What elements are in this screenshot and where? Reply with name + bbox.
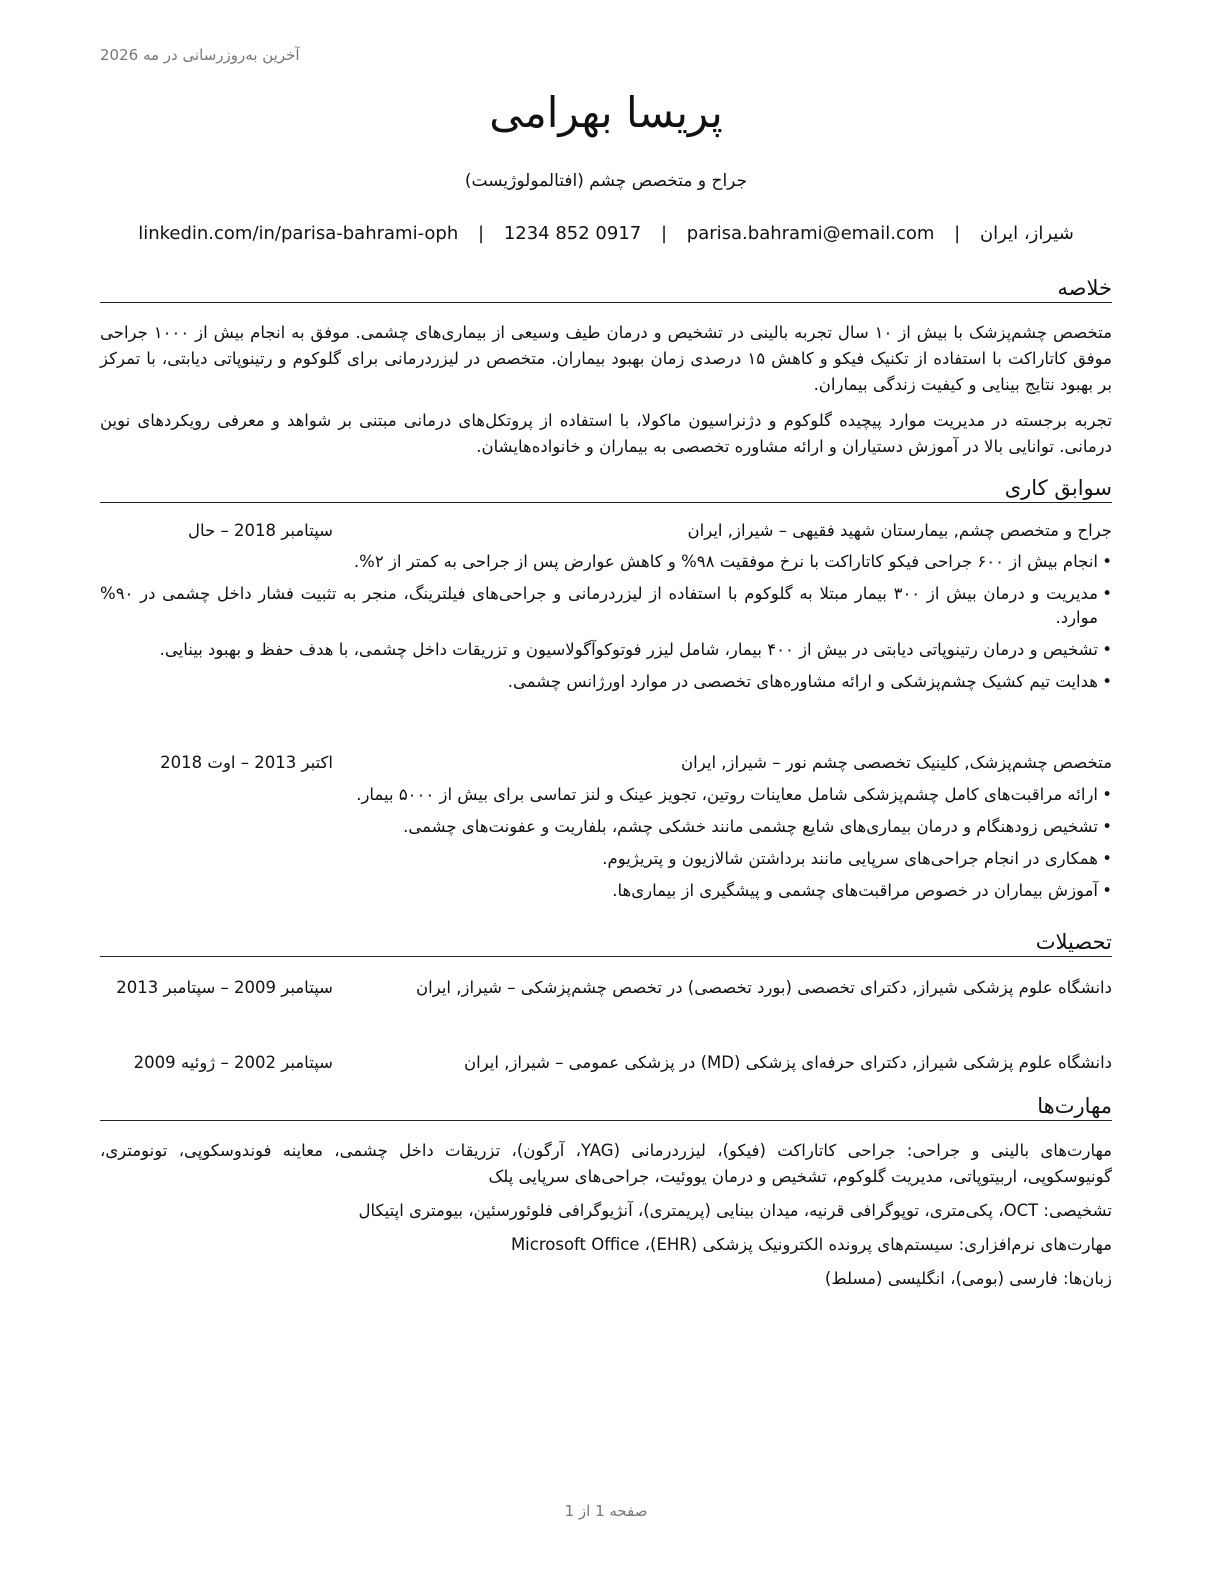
- contact-location: شیراز، ایران: [979, 223, 1074, 244]
- contact-separator: |: [478, 223, 485, 244]
- section-title-skills: مهارت‌ها: [100, 1094, 1112, 1121]
- job-dates: سپتامبر 2018 – حال: [188, 521, 333, 540]
- education-degree: دانشگاه علوم پزشکی شیراز, دکترای حرفه‌ای پزشکی (MD) در پزشکی عمومی – شیراز, ایران: [463, 1053, 1112, 1072]
- list-item: • ارائه مراقبت‌های کامل چشم‌پزشکی شامل معاینات روتین، تجویز عینک و لنز تماسی برای بیش از ۵۰۰۰ بیمار.: [100, 783, 1112, 807]
- list-item: • تشخیص و درمان رتینوپاتی دیابتی در بیش از ۴۰۰ بیمار، شامل لیزر فوتوکوآگولاسیون و تزریقات داخل چشمی، با هدف حفظ و بهبود بینایی.: [100, 638, 1112, 662]
- contact-email[interactable]: parisa.bahrami@email.com: [686, 223, 935, 244]
- section-title-experience: سوابق کاری: [100, 476, 1112, 503]
- list-item: • تشخیص زودهنگام و درمان بیماری‌های شایع چشمی مانند خشکی چشم، بلفاریت و عفونت‌های چشمی.: [100, 815, 1112, 839]
- list-item: • آموزش بیماران در خصوص مراقبت‌های چشمی و پیشگیری از بیماری‌ها.: [100, 879, 1112, 903]
- section-title-education: تحصیلات: [100, 930, 1112, 957]
- job-subtitle: جراح و متخصص چشم (افتالمولوژیست): [464, 171, 748, 191]
- summary-paragraph-1: متخصص چشم‌پزشک با بیش از ۱۰ سال تجربه بالینی در تشخیص و درمان طیف وسیعی از بیماری‌های چشمی. موفق به انجام بیش از ۱۰۰۰ جراحی موفق کاتاراکت با استفاده از تکنیک فیکو و کاهش ۱۵ درصدی زمان بهبود بیماران. متخصص در لیزردرمانی برای گلوکوم و رتینوپاتی دیابتی، با تمرکز بر بهبود نتایج بینایی و کیفیت زندگی بیماران.: [100, 323, 1112, 394]
- summary-paragraph-2: تجربه برجسته در مدیریت موارد پیچیده گلوکوم و دژنراسیون ماکولا، با استفاده از پروتکل‌های درمانی مبتنی بر شواهد و معرفی رویکردهای نوین درمانی. توانایی بالا در آموزش دستیاران و ارائه مشاوره تخصصی به بیماران و خانواده‌هایشان.: [100, 411, 1112, 456]
- contact-phone: 1234 852 0917: [503, 223, 642, 244]
- job-position: متخصص چشم‌پزشک, کلینیک تخصصی چشم نور – شیراز, ایران: [681, 753, 1112, 772]
- list-item: • همکاری در انجام جراحی‌های سرپایی مانند برداشتن شالازیون و پتریژیوم.: [100, 847, 1112, 871]
- skill-line: مهارت‌های نرم‌افزاری: سیستم‌های پرونده الکترونیک پزشکی (EHR)، Microsoft Office: [510, 1235, 1112, 1254]
- job-position: جراح و متخصص چشم, بیمارستان شهید فقیهی – شیراز, ایران: [687, 521, 1112, 540]
- list-item: • هدایت تیم کشیک چشم‌پزشکی و ارائه مشاوره‌های تخصصی در موارد اورژانس چشمی.: [100, 670, 1112, 694]
- skill-line: مهارت‌های بالینی و جراحی: جراحی کاتاراکت (فیکو)، لیزردرمانی (YAG، آرگون)، تزریقات داخل چشمی، معاینه فوندوسکوپی، تونومتری، گونیوسکوپی، اربیتوپاتی، مدیریت گلوکوم، تشخیص و درمان یووئیت، جراحی‌های سرپایی پلک: [100, 1141, 1112, 1186]
- page-number: صفحه 1 از 1: [564, 1502, 648, 1520]
- education-dates: سپتامبر 2002 – ژوئیه 2009: [133, 1053, 333, 1072]
- contact-separator: |: [954, 223, 961, 244]
- job-bullets: [100, 783, 1112, 911]
- last-updated: آخرین به‌روزرسانی در مه 2026: [100, 46, 300, 64]
- section-title-summary: خلاصه: [100, 276, 1112, 303]
- page-title: پریسا بهرامی: [489, 88, 723, 137]
- resume-page: [100, 0, 1112, 1584]
- skill-line: زبان‌ها: فارسی (بومی)، انگلیسی (مسلط): [824, 1269, 1112, 1288]
- education-dates: سپتامبر 2009 – سپتامبر 2013: [116, 978, 333, 997]
- list-item: • انجام بیش از ۶۰۰ جراحی فیکو کاتاراکت با نرخ موفقیت ۹۸% و کاهش عوارض پس از جراحی به کمتر از ۲%.: [100, 550, 1112, 574]
- job-dates: اکتبر 2013 – اوت 2018: [160, 753, 333, 772]
- contact-line: [100, 223, 1112, 244]
- education-degree: دانشگاه علوم پزشکی شیراز, دکترای تخصصی (بورد تخصصی) در تخصص چشم‌پزشکی – شیراز, ایران: [416, 978, 1112, 997]
- contact-linkedin[interactable]: linkedin.com/in/parisa-bahrami-oph: [138, 223, 459, 244]
- job-bullets: [100, 550, 1112, 702]
- list-item: • مدیریت و درمان بیش از ۳۰۰ بیمار مبتلا به گلوکوم با استفاده از لیزردرمانی و جراحی‌های فیلترینگ، منجر به تثبیت فشار داخل چشمی در ۹۰% موارد.: [100, 582, 1112, 630]
- contact-separator: |: [660, 223, 668, 244]
- skill-line: تشخیصی: OCT، پکی‌متری، توپوگرافی قرنیه، میدان بینایی (پریمتری)، آنژیوگرافی فلوئورسئین، بیومتری اپتیکال: [358, 1201, 1112, 1220]
